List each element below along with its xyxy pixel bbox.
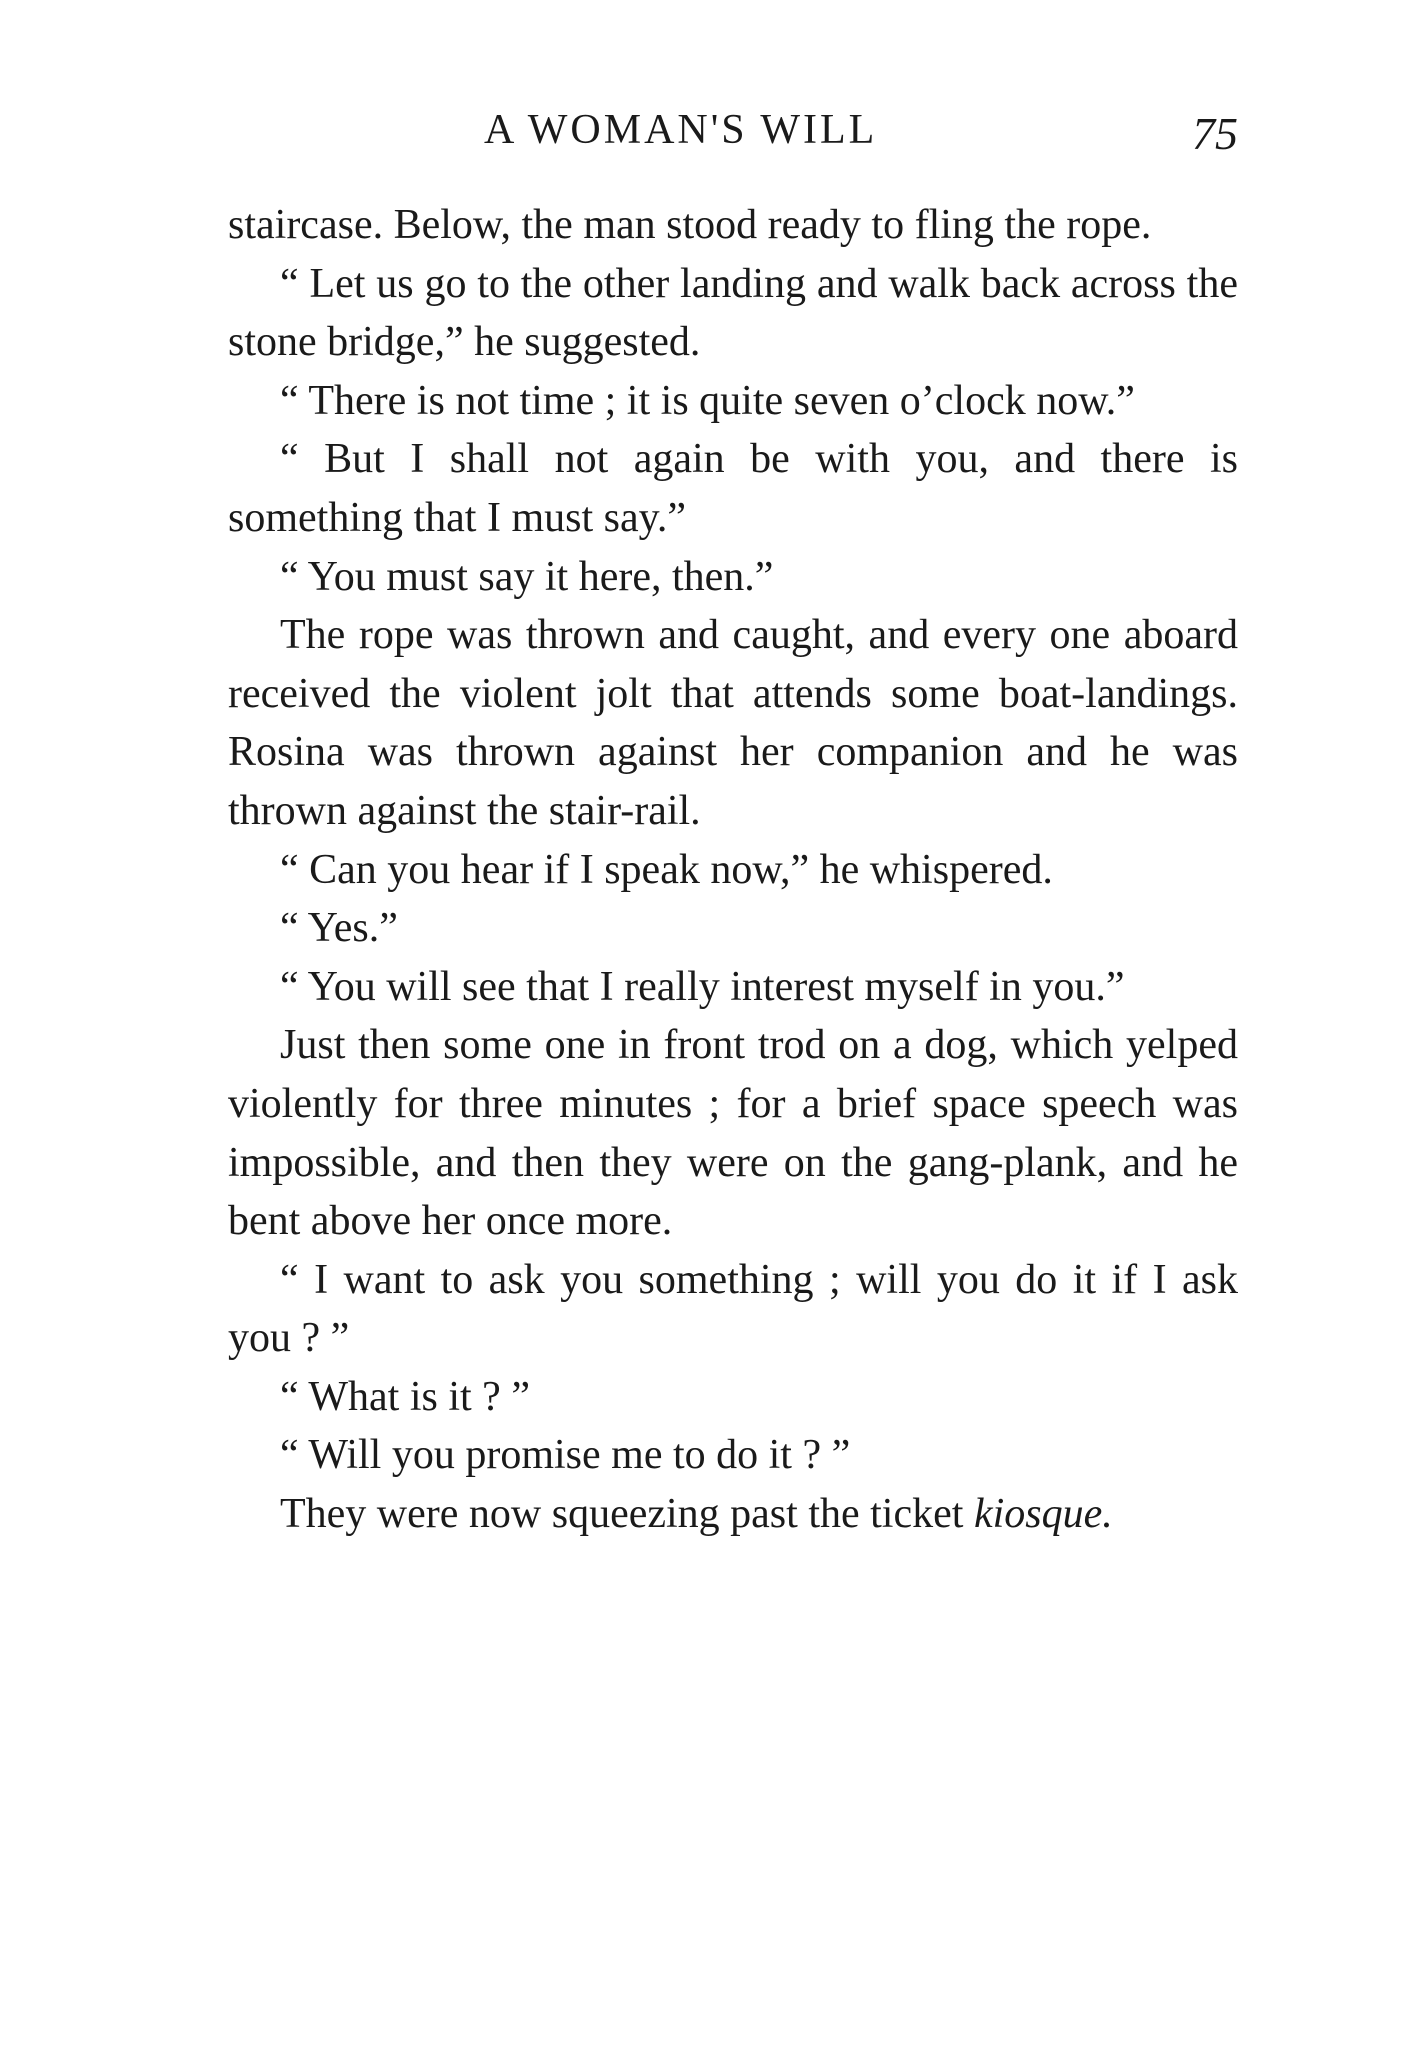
paragraph: “ Let us go to the other landing and walk back across the stone bridge,” he suggested.	[228, 260, 1238, 366]
paragraph: staircase. Below, the man stood ready to fling the rope.	[228, 202, 1152, 248]
paragraph-last-text: They were now squeezing past the ticket	[280, 1491, 974, 1538]
running-title: A WOMAN'S WILL	[484, 107, 878, 153]
body-text	[228, 196, 1238, 1544]
paragraph: The rope was thrown and caught, and every one aboard received the violent jolt that attends some boat-landings. Rosina was thrown against her companion and he was thrown against the stair-rail.	[228, 612, 1238, 834]
paragraph: Just then some one in front trod on a dog, which yelped violently for three minutes ; for a brief space speech was impossible, and then they were on the gang-plank, and he bent above her once more.	[228, 1022, 1238, 1245]
paragraph: “ There is not time ; it is quite seven o’clock now.”	[280, 377, 1135, 424]
paragraph: “ You will see that I really interest myself in you.”	[280, 963, 1125, 1010]
italic-word: kiosque.	[973, 1491, 1113, 1538]
paragraph: “ Yes.”	[280, 905, 398, 952]
paragraph: “ What is it ? ”	[280, 1373, 530, 1420]
paragraph: “ Will you promise me to do it ? ”	[280, 1432, 851, 1479]
page-number: 75	[1192, 108, 1238, 159]
running-head	[228, 100, 1238, 160]
paragraph: “ I want to ask you something ; will you do it if I ask you ? ”	[228, 1256, 1238, 1362]
paragraph-last	[228, 1485, 1238, 1544]
paragraph: “ But I shall not again be with you, and there is something that I must say.”	[228, 436, 1238, 541]
paragraph: “ You must say it here, then.”	[280, 553, 774, 600]
paragraph: “ Can you hear if I speak now,” he whispered.	[280, 846, 1053, 893]
